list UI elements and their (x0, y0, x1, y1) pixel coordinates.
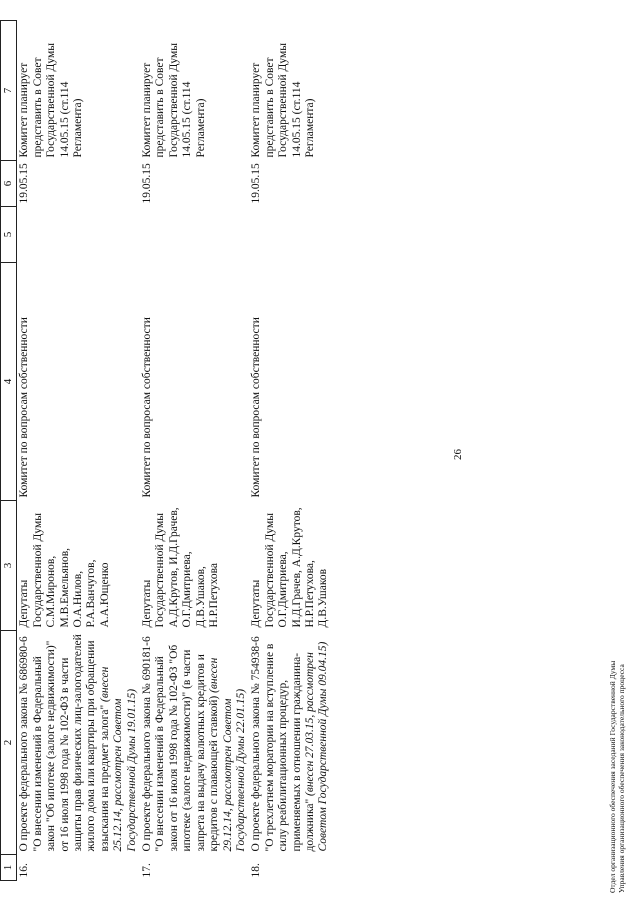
row-number: 17. (141, 863, 154, 878)
bill-cell (140, 631, 249, 855)
row-number: 16. (18, 863, 31, 878)
footer-line: Управления организационного обеспечения законодательного процесса (617, 664, 626, 893)
bill-number: О проекте федерального закона № 686980-6 (18, 636, 31, 852)
bill-cell (249, 631, 331, 855)
table-row (140, 21, 249, 881)
column-number: 7 (1, 21, 17, 161)
column-number: 3 (1, 501, 17, 631)
footer-line: Отдел организационного обеспечения заседаний Государственной Думы (608, 660, 617, 893)
column-number: 2 (1, 631, 17, 855)
committee-cell: Комитет по вопросам собственности (250, 317, 263, 498)
bill-note: (внесен 29.12.14, рассмотрен Советом Государственной Думы 22.01.15) (208, 657, 247, 852)
authors-cell: Депутаты Государственной Думы С.М.Миронов, М.В.Емельянов, О.А.Нилов, Р.А.Ванчугов, А.А.Ющенко (18, 513, 111, 628)
bills-table (0, 20, 332, 881)
column-number: 4 (1, 263, 17, 501)
table-row (249, 21, 331, 881)
date-cell: 19.05.15 (18, 163, 31, 204)
authors-cell: Депутаты Государственной Думы А.Д.Крутов, И.Д.Грачев, О.Г.Дмитриева, Д.В.Ушаков, Н.Р.Петухова (141, 507, 221, 628)
column-number: 1 (1, 855, 17, 881)
row-number: 18. (250, 863, 263, 878)
remark-cell: Комитет планирует представить в Совет Государственной Думы 14.05.15 (ст.114 Регламента) (141, 43, 207, 158)
bill-cell (17, 631, 140, 855)
col5-cell (140, 207, 249, 263)
bill-number: О проекте федерального закона № 690181-6 (141, 636, 154, 852)
col5-cell (249, 207, 331, 263)
bill-note: (внесен 25.12.14, рассмотрен Советом Государственной Думы 19.01.15) (98, 666, 138, 852)
footer-department (608, 661, 626, 893)
table-row (17, 21, 140, 881)
bill-note: (внесен 27.03.15, рассмотрен Советом Государственной Думы 09.04.15) (303, 641, 330, 852)
remark-cell: Комитет планирует представить в Совет Государственной Думы 14.05.15 (ст.114 Регламента) (18, 43, 85, 158)
bill-number: О проекте федерального закона № 754938-6 (250, 636, 263, 852)
committee-cell: Комитет по вопросам собственности (141, 317, 154, 498)
committee-cell: Комитет по вопросам собственности (18, 317, 31, 498)
bill-title: "О внесении изменений в Федеральный закон "Об ипотеке (залоге недвижимости)" от 16 июля 1998 года № 102-ФЗ в части защиты прав физических лиц-залогодателей жилого дома или квартиры при обращении взыскания на предмет залога" (31, 634, 111, 852)
column-number: 5 (1, 207, 17, 263)
date-cell: 19.05.15 (141, 163, 154, 204)
remark-cell: Комитет планирует представить в Совет Государственной Думы 14.05.15 (ст.114 Регламента) (250, 43, 316, 158)
authors-cell: Депутаты Государственной Думы О.Г.Дмитриева, И.Д.Грачев, А.Д.Крутов, Н.Р.Петухова, Д.В.Ушаков (250, 507, 330, 628)
page-number: 26 (452, 449, 464, 460)
bill-title: "О внесении изменений в Федеральный закон от 16 июля 1998 года № 102-ФЗ "Об ипотеке (залоге недвижимости)" (в части запрета на выдачу валютных кредитов и кредитов с плавающей ставкой) (154, 644, 221, 852)
bill-title: "О трехлетнем моратории на вступление в силу реабилитационных процедур, применяемых в отношении гражданина-должника" (263, 643, 316, 852)
column-number: 6 (1, 161, 17, 207)
column-numbers-row (1, 21, 17, 881)
date-cell: 19.05.15 (250, 163, 263, 204)
col5-cell (17, 207, 140, 263)
